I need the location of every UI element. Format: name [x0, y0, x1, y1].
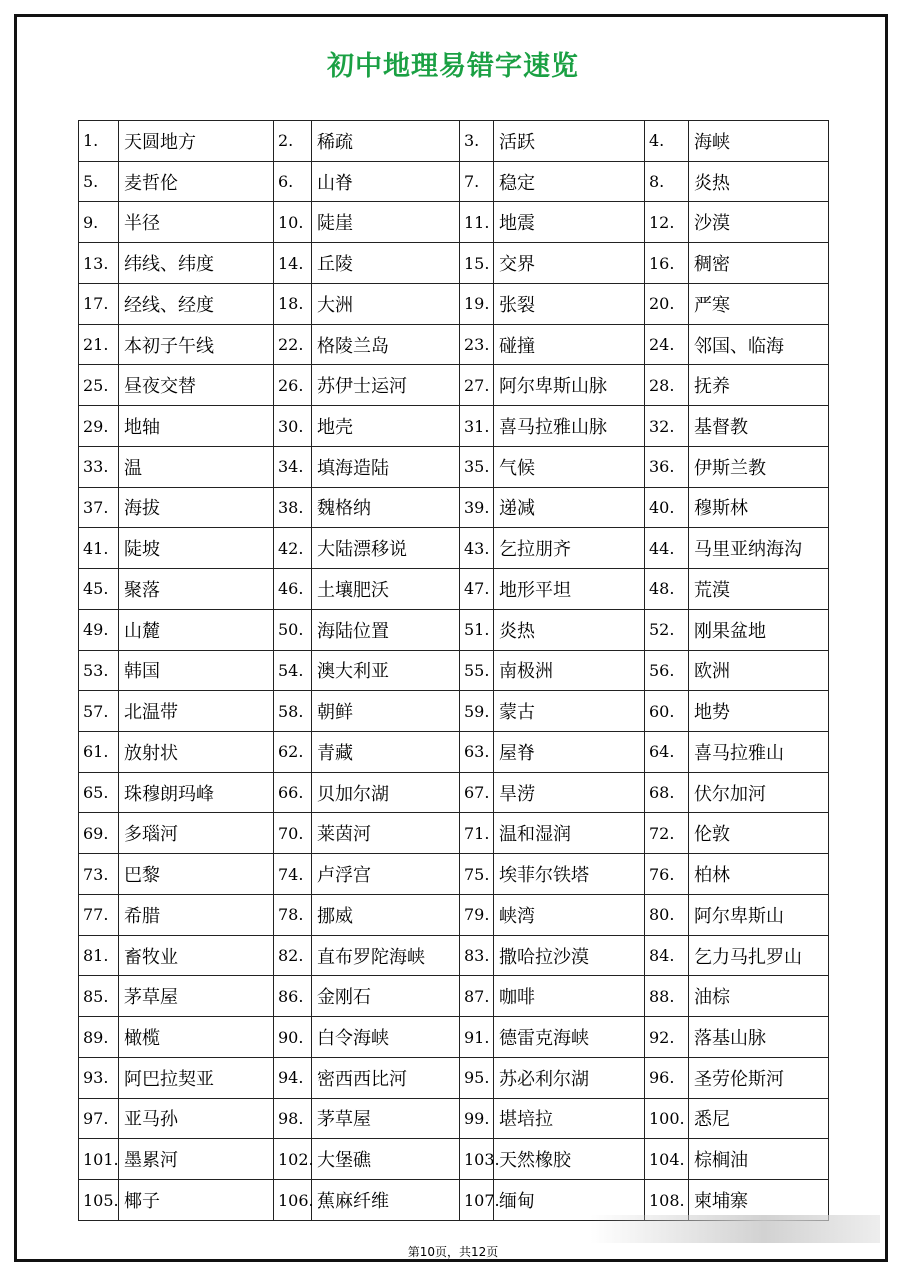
entry-term: 荒漠: [689, 569, 829, 610]
entry-term: 韩国: [119, 650, 274, 691]
entry-number: 24.: [645, 324, 689, 365]
entry-number: 66.: [274, 772, 312, 813]
entry-number: 2.: [274, 121, 312, 162]
entry-term: 稳定: [494, 161, 645, 202]
entry-term: 喜马拉雅山脉: [494, 406, 645, 447]
table-row: [79, 283, 829, 324]
entry-number: 78.: [274, 894, 312, 935]
entry-term: 海峡: [689, 121, 829, 162]
entry-number: 49.: [79, 609, 119, 650]
entry-number: 11.: [460, 202, 494, 243]
entry-number: 27.: [460, 365, 494, 406]
entry-term: 茅草屋: [119, 976, 274, 1017]
entry-number: 98.: [274, 1098, 312, 1139]
entry-term: 亚马孙: [119, 1098, 274, 1139]
entry-term: 伊斯兰教: [689, 446, 829, 487]
entry-term: 巴黎: [119, 854, 274, 895]
entry-term: 稀疏: [312, 121, 460, 162]
entry-number: 76.: [645, 854, 689, 895]
entry-term: 阿尔卑斯山: [689, 894, 829, 935]
entry-term: 半径: [119, 202, 274, 243]
entry-term: 炎热: [689, 161, 829, 202]
table-row: [79, 650, 829, 691]
entry-number: 74.: [274, 854, 312, 895]
entry-number: 68.: [645, 772, 689, 813]
entry-number: 60.: [645, 691, 689, 732]
entry-term: 大陆漂移说: [312, 528, 460, 569]
entry-term: 卢浮宫: [312, 854, 460, 895]
table-row: [79, 1098, 829, 1139]
entry-number: 51.: [460, 609, 494, 650]
entry-term: 本初子午线: [119, 324, 274, 365]
entry-number: 12.: [645, 202, 689, 243]
entry-number: 5.: [79, 161, 119, 202]
entry-number: 55.: [460, 650, 494, 691]
entry-number: 17.: [79, 283, 119, 324]
entry-number: 84.: [645, 935, 689, 976]
entry-term: 茅草屋: [312, 1098, 460, 1139]
entry-number: 99.: [460, 1098, 494, 1139]
entry-number: 70.: [274, 813, 312, 854]
entry-number: 79.: [460, 894, 494, 935]
entry-number: 54.: [274, 650, 312, 691]
entry-number: 50.: [274, 609, 312, 650]
entry-number: 29.: [79, 406, 119, 447]
entry-term: 莱茵河: [312, 813, 460, 854]
table-row: [79, 487, 829, 528]
entry-number: 88.: [645, 976, 689, 1017]
entry-number: 16.: [645, 243, 689, 284]
entry-number: 97.: [79, 1098, 119, 1139]
entry-number: 67.: [460, 772, 494, 813]
entry-term: 蕉麻纤维: [312, 1180, 460, 1221]
entry-term: 苏伊士运河: [312, 365, 460, 406]
table-row: [79, 1057, 829, 1098]
entry-term: 山脊: [312, 161, 460, 202]
entry-number: 71.: [460, 813, 494, 854]
entry-number: 73.: [79, 854, 119, 895]
entry-number: 106.: [274, 1180, 312, 1221]
entry-number: 57.: [79, 691, 119, 732]
entry-number: 36.: [645, 446, 689, 487]
entry-number: 65.: [79, 772, 119, 813]
entry-number: 94.: [274, 1057, 312, 1098]
entry-number: 80.: [645, 894, 689, 935]
entry-term: 南极洲: [494, 650, 645, 691]
entry-number: 35.: [460, 446, 494, 487]
table-row: [79, 202, 829, 243]
entry-term: 埃菲尔铁塔: [494, 854, 645, 895]
entry-term: 油棕: [689, 976, 829, 1017]
table-row: [79, 365, 829, 406]
scan-shadow: [590, 1215, 880, 1243]
table-row: [79, 691, 829, 732]
entry-number: 89.: [79, 1017, 119, 1058]
entry-number: 75.: [460, 854, 494, 895]
entry-term: 大洲: [312, 283, 460, 324]
entry-term: 地壳: [312, 406, 460, 447]
entry-number: 18.: [274, 283, 312, 324]
entry-term: 天然橡胶: [494, 1139, 645, 1180]
table-row: [79, 446, 829, 487]
entry-term: 伏尔加河: [689, 772, 829, 813]
entry-number: 44.: [645, 528, 689, 569]
entry-number: 102.: [274, 1139, 312, 1180]
entry-term: 金刚石: [312, 976, 460, 1017]
entry-term: 昼夜交替: [119, 365, 274, 406]
entry-number: 41.: [79, 528, 119, 569]
word-table-body: [79, 121, 829, 1221]
entry-term: 欧洲: [689, 650, 829, 691]
entry-term: 多瑙河: [119, 813, 274, 854]
entry-number: 64.: [645, 732, 689, 773]
entry-term: 递减: [494, 487, 645, 528]
entry-number: 81.: [79, 935, 119, 976]
table-row: [79, 976, 829, 1017]
entry-term: 阿巴拉契亚: [119, 1057, 274, 1098]
word-table: [78, 120, 829, 1221]
entry-term: 碰撞: [494, 324, 645, 365]
table-row: [79, 609, 829, 650]
entry-number: 7.: [460, 161, 494, 202]
entry-number: 4.: [645, 121, 689, 162]
entry-term: 圣劳伦斯河: [689, 1057, 829, 1098]
entry-term: 柏林: [689, 854, 829, 895]
entry-term: 丘陵: [312, 243, 460, 284]
entry-term: 填海造陆: [312, 446, 460, 487]
entry-term: 土壤肥沃: [312, 569, 460, 610]
entry-term: 地势: [689, 691, 829, 732]
entry-term: 刚果盆地: [689, 609, 829, 650]
entry-number: 33.: [79, 446, 119, 487]
entry-number: 83.: [460, 935, 494, 976]
entry-term: 炎热: [494, 609, 645, 650]
entry-term: 稠密: [689, 243, 829, 284]
entry-term: 椰子: [119, 1180, 274, 1221]
entry-number: 93.: [79, 1057, 119, 1098]
entry-number: 3.: [460, 121, 494, 162]
entry-number: 45.: [79, 569, 119, 610]
entry-number: 107.: [460, 1180, 494, 1221]
entry-term: 马里亚纳海沟: [689, 528, 829, 569]
entry-term: 屋脊: [494, 732, 645, 773]
entry-term: 橄榄: [119, 1017, 274, 1058]
entry-term: 邻国、临海: [689, 324, 829, 365]
entry-number: 87.: [460, 976, 494, 1017]
table-row: [79, 1017, 829, 1058]
entry-term: 直布罗陀海峡: [312, 935, 460, 976]
entry-term: 挪威: [312, 894, 460, 935]
entry-term: 伦敦: [689, 813, 829, 854]
entry-number: 1.: [79, 121, 119, 162]
entry-number: 82.: [274, 935, 312, 976]
table-row: [79, 569, 829, 610]
entry-number: 26.: [274, 365, 312, 406]
entry-term: 气候: [494, 446, 645, 487]
entry-term: 陡崖: [312, 202, 460, 243]
entry-number: 95.: [460, 1057, 494, 1098]
entry-number: 103.: [460, 1139, 494, 1180]
entry-term: 抚养: [689, 365, 829, 406]
entry-term: 海拔: [119, 487, 274, 528]
entry-number: 63.: [460, 732, 494, 773]
entry-term: 地轴: [119, 406, 274, 447]
entry-number: 43.: [460, 528, 494, 569]
entry-term: 蒙古: [494, 691, 645, 732]
entry-number: 10.: [274, 202, 312, 243]
entry-term: 苏必利尔湖: [494, 1057, 645, 1098]
entry-number: 77.: [79, 894, 119, 935]
entry-term: 旱涝: [494, 772, 645, 813]
entry-term: 悉尼: [689, 1098, 829, 1139]
entry-number: 30.: [274, 406, 312, 447]
entry-number: 96.: [645, 1057, 689, 1098]
entry-term: 珠穆朗玛峰: [119, 772, 274, 813]
entry-term: 地形平坦: [494, 569, 645, 610]
entry-number: 14.: [274, 243, 312, 284]
entry-term: 麦哲伦: [119, 161, 274, 202]
entry-number: 69.: [79, 813, 119, 854]
entry-number: 52.: [645, 609, 689, 650]
entry-term: 咖啡: [494, 976, 645, 1017]
entry-term: 堪培拉: [494, 1098, 645, 1139]
table-row: [79, 813, 829, 854]
table-row: [79, 1139, 829, 1180]
entry-term: 德雷克海峡: [494, 1017, 645, 1058]
entry-term: 张裂: [494, 283, 645, 324]
entry-term: 贝加尔湖: [312, 772, 460, 813]
table-row: [79, 772, 829, 813]
entry-term: 格陵兰岛: [312, 324, 460, 365]
entry-term: 落基山脉: [689, 1017, 829, 1058]
entry-number: 56.: [645, 650, 689, 691]
entry-number: 105.: [79, 1180, 119, 1221]
table-row: [79, 732, 829, 773]
entry-term: 北温带: [119, 691, 274, 732]
entry-number: 38.: [274, 487, 312, 528]
entry-term: 温和湿润: [494, 813, 645, 854]
entry-term: 聚落: [119, 569, 274, 610]
table-row: [79, 935, 829, 976]
entry-term: 青藏: [312, 732, 460, 773]
entry-number: 22.: [274, 324, 312, 365]
entry-number: 40.: [645, 487, 689, 528]
entry-term: 沙漠: [689, 202, 829, 243]
entry-number: 90.: [274, 1017, 312, 1058]
entry-term: 澳大利亚: [312, 650, 460, 691]
entry-term: 放射状: [119, 732, 274, 773]
entry-number: 31.: [460, 406, 494, 447]
entry-number: 8.: [645, 161, 689, 202]
entry-number: 61.: [79, 732, 119, 773]
entry-term: 峡湾: [494, 894, 645, 935]
entry-term: 活跃: [494, 121, 645, 162]
entry-term: 经线、经度: [119, 283, 274, 324]
entry-term: 乞力马扎罗山: [689, 935, 829, 976]
entry-term: 温: [119, 446, 274, 487]
entry-number: 20.: [645, 283, 689, 324]
entry-term: 畜牧业: [119, 935, 274, 976]
entry-term: 乞拉朋齐: [494, 528, 645, 569]
entry-number: 62.: [274, 732, 312, 773]
entry-term: 纬线、纬度: [119, 243, 274, 284]
entry-number: 21.: [79, 324, 119, 365]
entry-term: 墨累河: [119, 1139, 274, 1180]
entry-number: 86.: [274, 976, 312, 1017]
entry-number: 34.: [274, 446, 312, 487]
entry-term: 严寒: [689, 283, 829, 324]
entry-term: 密西西比河: [312, 1057, 460, 1098]
entry-number: 39.: [460, 487, 494, 528]
entry-number: 85.: [79, 976, 119, 1017]
page-title: 初中地理易错字速览: [327, 51, 579, 82]
entry-number: 42.: [274, 528, 312, 569]
entry-term: 朝鲜: [312, 691, 460, 732]
entry-term: 地震: [494, 202, 645, 243]
entry-number: 100.: [645, 1098, 689, 1139]
entry-term: 阿尔卑斯山脉: [494, 365, 645, 406]
entry-term: 魏格纳: [312, 487, 460, 528]
entry-number: 19.: [460, 283, 494, 324]
entry-term: 陡坡: [119, 528, 274, 569]
table-row: [79, 854, 829, 895]
entry-term: 撒哈拉沙漠: [494, 935, 645, 976]
entry-number: 48.: [645, 569, 689, 610]
entry-term: 柬埔寨: [689, 1180, 829, 1221]
entry-term: 喜马拉雅山: [689, 732, 829, 773]
entry-number: 13.: [79, 243, 119, 284]
table-row: [79, 528, 829, 569]
entry-number: 32.: [645, 406, 689, 447]
entry-number: 58.: [274, 691, 312, 732]
entry-term: 穆斯林: [689, 487, 829, 528]
entry-number: 92.: [645, 1017, 689, 1058]
table-row: [79, 121, 829, 162]
table-row: [79, 243, 829, 284]
entry-term: 交界: [494, 243, 645, 284]
entry-number: 46.: [274, 569, 312, 610]
page-footer: 第10页，共12页: [407, 1245, 499, 1259]
entry-term: 希腊: [119, 894, 274, 935]
entry-number: 104.: [645, 1139, 689, 1180]
entry-number: 59.: [460, 691, 494, 732]
entry-number: 37.: [79, 487, 119, 528]
table-row: [79, 894, 829, 935]
table-row: [79, 161, 829, 202]
entry-term: 白令海峡: [312, 1017, 460, 1058]
entry-number: 53.: [79, 650, 119, 691]
entry-number: 47.: [460, 569, 494, 610]
entry-term: 山麓: [119, 609, 274, 650]
entry-term: 大堡礁: [312, 1139, 460, 1180]
entry-term: 海陆位置: [312, 609, 460, 650]
table-row: [79, 324, 829, 365]
entry-term: 缅甸: [494, 1180, 645, 1221]
entry-number: 101.: [79, 1139, 119, 1180]
table-row: [79, 406, 829, 447]
entry-term: 棕榈油: [689, 1139, 829, 1180]
entry-number: 91.: [460, 1017, 494, 1058]
entry-number: 15.: [460, 243, 494, 284]
entry-number: 108.: [645, 1180, 689, 1221]
entry-number: 9.: [79, 202, 119, 243]
entry-number: 25.: [79, 365, 119, 406]
entry-term: 天圆地方: [119, 121, 274, 162]
entry-number: 6.: [274, 161, 312, 202]
entry-number: 28.: [645, 365, 689, 406]
entry-number: 23.: [460, 324, 494, 365]
entry-number: 72.: [645, 813, 689, 854]
entry-term: 基督教: [689, 406, 829, 447]
